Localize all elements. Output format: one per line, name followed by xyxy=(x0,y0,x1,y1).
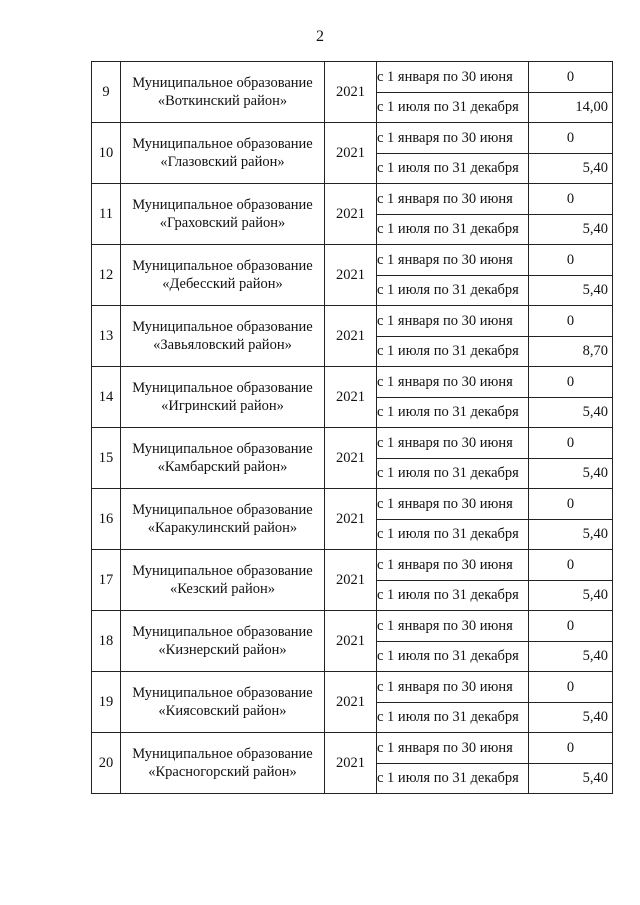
table-row xyxy=(92,62,613,93)
municipality-name-line2: «Дебесский район» xyxy=(162,276,283,292)
municipality-name-line1: Муниципальное образование xyxy=(132,319,313,335)
row-number: 10 xyxy=(92,123,121,184)
year-cell: 2021 xyxy=(325,428,377,489)
municipality-name-line2: «Каракулинский район» xyxy=(147,520,298,536)
rate-second-half: 5,40 xyxy=(529,580,613,611)
rate-second-half: 5,40 xyxy=(529,458,613,489)
table-body xyxy=(92,62,613,794)
municipality-name xyxy=(121,733,325,794)
row-number: 14 xyxy=(92,367,121,428)
municipality-name xyxy=(121,367,325,428)
municipality-name xyxy=(121,611,325,672)
period-second-half: с 1 июля по 31 декабря xyxy=(377,153,529,184)
year-cell: 2021 xyxy=(325,733,377,794)
table-row xyxy=(92,245,613,276)
rate-second-half: 5,40 xyxy=(529,641,613,672)
table-row xyxy=(92,123,613,154)
period-first-half: с 1 января по 30 июня xyxy=(377,611,529,642)
table-row xyxy=(92,733,613,764)
period-second-half: с 1 июля по 31 декабря xyxy=(377,92,529,123)
table-row xyxy=(92,306,613,337)
period-first-half: с 1 января по 30 июня xyxy=(377,489,529,520)
period-first-half: с 1 января по 30 июня xyxy=(377,550,529,581)
municipality-name xyxy=(121,184,325,245)
municipality-name-line1: Муниципальное образование xyxy=(132,624,313,640)
municipality-name xyxy=(121,672,325,733)
year-cell: 2021 xyxy=(325,123,377,184)
municipality-name xyxy=(121,62,325,123)
table-row xyxy=(92,367,613,398)
period-second-half: с 1 июля по 31 декабря xyxy=(377,214,529,245)
municipality-name xyxy=(121,245,325,306)
municipality-name-line2: «Завьяловский район» xyxy=(153,337,292,353)
period-second-half: с 1 июля по 31 декабря xyxy=(377,641,529,672)
municipality-name-line1: Муниципальное образование xyxy=(132,136,313,152)
municipality-name-line1: Муниципальное образование xyxy=(132,502,313,518)
municipality-name-line2: «Воткинский район» xyxy=(157,93,288,109)
municipality-name xyxy=(121,306,325,367)
municipality-name-line1: Муниципальное образование xyxy=(132,258,313,274)
period-second-half: с 1 июля по 31 декабря xyxy=(377,275,529,306)
municipality-name-line2: «Камбарский район» xyxy=(157,459,288,475)
year-cell: 2021 xyxy=(325,672,377,733)
row-number: 13 xyxy=(92,306,121,367)
period-second-half: с 1 июля по 31 декабря xyxy=(377,580,529,611)
rate-first-half: 0 xyxy=(529,62,613,93)
row-number: 20 xyxy=(92,733,121,794)
period-first-half: с 1 января по 30 июня xyxy=(377,306,529,337)
year-cell: 2021 xyxy=(325,62,377,123)
rate-first-half: 0 xyxy=(529,733,613,764)
rate-first-half: 0 xyxy=(529,306,613,337)
rate-second-half: 5,40 xyxy=(529,702,613,733)
table-row xyxy=(92,672,613,703)
rate-first-half: 0 xyxy=(529,428,613,459)
period-first-half: с 1 января по 30 июня xyxy=(377,367,529,398)
municipality-name-line1: Муниципальное образование xyxy=(132,197,313,213)
period-second-half: с 1 июля по 31 декабря xyxy=(377,763,529,794)
year-cell: 2021 xyxy=(325,306,377,367)
rate-second-half: 5,40 xyxy=(529,275,613,306)
municipality-name xyxy=(121,489,325,550)
municipality-name-line2: «Киясовский район» xyxy=(158,703,287,719)
rate-second-half: 5,40 xyxy=(529,214,613,245)
rate-second-half: 5,40 xyxy=(529,519,613,550)
period-second-half: с 1 июля по 31 декабря xyxy=(377,397,529,428)
year-cell: 2021 xyxy=(325,184,377,245)
period-second-half: с 1 июля по 31 декабря xyxy=(377,458,529,489)
rate-first-half: 0 xyxy=(529,550,613,581)
table-row xyxy=(92,489,613,520)
rate-second-half: 5,40 xyxy=(529,397,613,428)
municipality-name-line2: «Кизнерский район» xyxy=(158,642,287,658)
rate-first-half: 0 xyxy=(529,672,613,703)
rate-first-half: 0 xyxy=(529,611,613,642)
row-number: 17 xyxy=(92,550,121,611)
municipality-name xyxy=(121,428,325,489)
period-first-half: с 1 января по 30 июня xyxy=(377,62,529,93)
period-second-half: с 1 июля по 31 декабря xyxy=(377,702,529,733)
rate-first-half: 0 xyxy=(529,245,613,276)
period-first-half: с 1 января по 30 июня xyxy=(377,733,529,764)
page-number: 2 xyxy=(316,28,324,45)
municipality-name xyxy=(121,550,325,611)
rate-first-half: 0 xyxy=(529,489,613,520)
municipality-name-line2: «Глазовский район» xyxy=(160,154,285,170)
municipality-name-line1: Муниципальное образование xyxy=(132,380,313,396)
row-number: 18 xyxy=(92,611,121,672)
table-row xyxy=(92,184,613,215)
year-cell: 2021 xyxy=(325,245,377,306)
municipality-name-line1: Муниципальное образование xyxy=(132,746,313,762)
row-number: 19 xyxy=(92,672,121,733)
municipality-name-line1: Муниципальное образование xyxy=(132,75,313,91)
row-number: 15 xyxy=(92,428,121,489)
row-number: 9 xyxy=(92,62,121,123)
row-number: 16 xyxy=(92,489,121,550)
year-cell: 2021 xyxy=(325,611,377,672)
row-number: 12 xyxy=(92,245,121,306)
rate-first-half: 0 xyxy=(529,184,613,215)
rate-second-half: 5,40 xyxy=(529,153,613,184)
year-cell: 2021 xyxy=(325,489,377,550)
period-second-half: с 1 июля по 31 декабря xyxy=(377,336,529,367)
year-cell: 2021 xyxy=(325,367,377,428)
municipality-name-line2: «Игринский район» xyxy=(161,398,284,414)
period-first-half: с 1 января по 30 июня xyxy=(377,672,529,703)
table-row xyxy=(92,611,613,642)
row-number: 11 xyxy=(92,184,121,245)
municipality-name-line1: Муниципальное образование xyxy=(132,441,313,457)
period-first-half: с 1 января по 30 июня xyxy=(377,184,529,215)
rate-second-half: 14,00 xyxy=(529,92,613,123)
municipality-name xyxy=(121,123,325,184)
rate-first-half: 0 xyxy=(529,367,613,398)
municipality-name-line2: «Граховский район» xyxy=(159,215,286,231)
rate-first-half: 0 xyxy=(529,123,613,154)
period-first-half: с 1 января по 30 июня xyxy=(377,123,529,154)
period-first-half: с 1 января по 30 июня xyxy=(377,245,529,276)
year-cell: 2021 xyxy=(325,550,377,611)
municipality-name-line1: Муниципальное образование xyxy=(132,563,313,579)
table-row xyxy=(92,428,613,459)
tariff-table xyxy=(91,61,613,794)
municipality-name-line2: «Красногорский район» xyxy=(148,764,297,780)
rate-second-half: 5,40 xyxy=(529,763,613,794)
municipality-name-line1: Муниципальное образование xyxy=(132,685,313,701)
rate-second-half: 8,70 xyxy=(529,336,613,367)
table-row xyxy=(92,550,613,581)
municipality-name-line2: «Кезский район» xyxy=(169,581,276,597)
period-first-half: с 1 января по 30 июня xyxy=(377,428,529,459)
period-second-half: с 1 июля по 31 декабря xyxy=(377,519,529,550)
